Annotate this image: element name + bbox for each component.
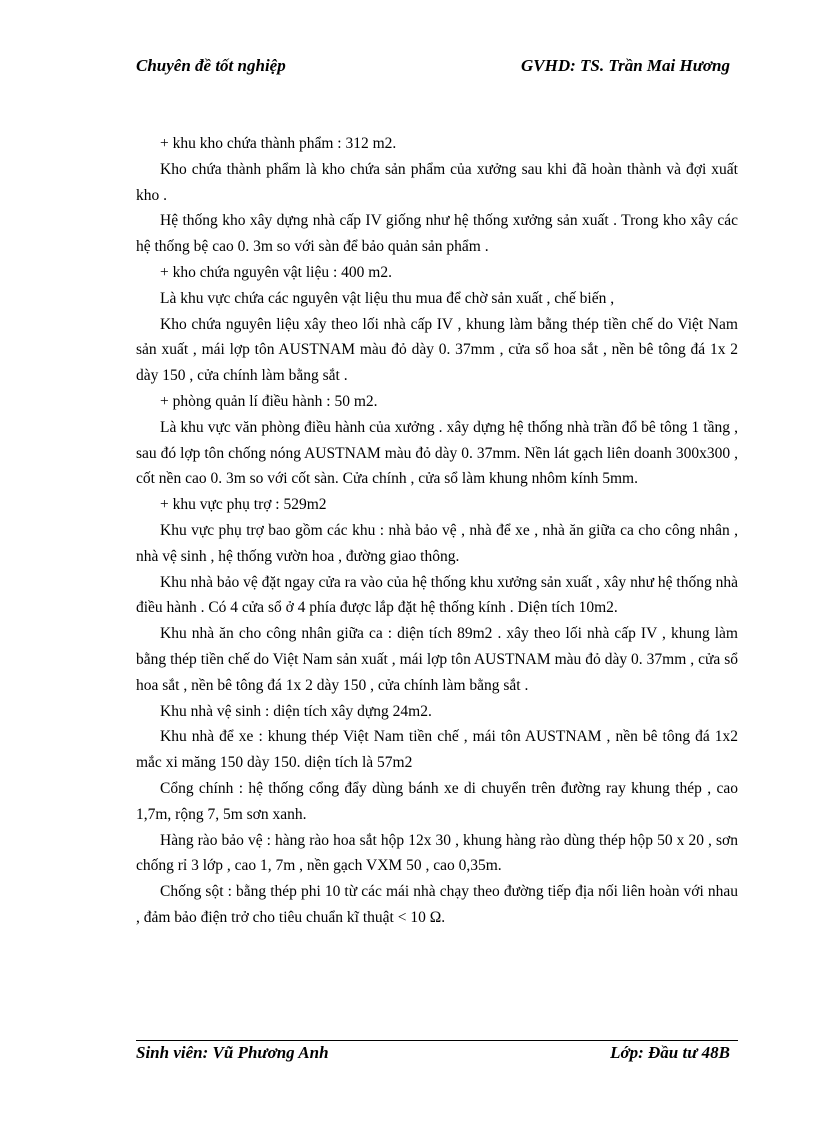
paragraph: Kho chứa nguyên liệu xây theo lối nhà cấp IV , khung làm bằng thép tiền chế do Việt Nam sản xuất , mái lợp tôn AUSTNAM màu đỏ dày 0. 37mm , cửa sổ hoa sắt , nền bê tông đá 1x 2 dày 150 , cửa chính làm bằng sắt .: [136, 315, 738, 385]
paragraph: Chống sột : bằng thép phi 10 từ các mái nhà chạy theo đường tiếp địa nối liên hoàn với nhau , đảm bảo điện trở cho tiêu chuẩn kĩ thuật < 10 Ω.: [136, 883, 738, 926]
footer-class: Lớp: Đầu tư 48B: [610, 1043, 730, 1062]
document-body: [136, 131, 738, 931]
paragraph: + phòng quản lí điều hành : 50 m2.: [160, 392, 378, 410]
paragraph: Là khu vực văn phòng điều hành của xưởng . xây dựng hệ thống nhà trần đổ bê tông 1 tầng , sau đó lợp tôn chống nóng AUSTNAM màu đỏ dày 0. 37mm. Nền lát gạch liên doanh 300x300 , cốt nền cao 0. 3m so với cốt sàn. Cửa chính , cửa sổ làm khung nhôm kính 5mm.: [136, 418, 738, 488]
paragraph: Khu nhà vệ sinh : diện tích xây dựng 24m2.: [160, 702, 432, 720]
paragraph: Hàng rào bảo vệ : hàng rào hoa sắt hộp 12x 30 , khung hàng rào dùng thép hộp 50 x 20 , sơn chống rỉ 3 lớp , cao 1, 7m , nền gạch VXM 50 , cao 0,35m.: [136, 831, 738, 875]
paragraph: Khu vực phụ trợ bao gồm các khu : nhà bảo vệ , nhà để xe , nhà ăn giữa ca cho công nhân , nhà vệ sinh , hệ thống vườn hoa , đường giao thông.: [136, 521, 738, 565]
paragraph: Khu nhà để xe : khung thép Việt Nam tiền chế , mái tôn AUSTNAM , nền bê tông đá 1x2 mắc xi măng 150 dày 150. diện tích là 57m2: [136, 728, 738, 772]
paragraph: + khu vực phụ trợ : 529m2: [160, 496, 327, 514]
footer-divider: [136, 1040, 738, 1041]
header-course-title: Chuyên đề tốt nghiệp: [136, 56, 286, 75]
paragraph: Khu nhà bảo vệ đặt ngay cửa ra vào của hệ thống khu xưởng sản xuất , xây như hệ thống nhà điều hành . Có 4 cửa sổ ở 4 phía được lắp đặt hệ thống kính . Diện tích 10m2.: [136, 573, 738, 617]
paragraph: + kho chứa nguyên vật liệu : 400 m2.: [160, 263, 392, 281]
paragraph: Kho chứa thành phẩm là kho chứa sản phẩm của xưởng sau khi đã hoàn thành và đợi xuất kho .: [136, 160, 738, 204]
paragraph: Khu nhà ăn cho công nhân giữa ca : diện tích 89m2 . xây theo lối nhà cấp IV , khung làm bằng thép tiền chế do Việt Nam sản xuất , mái lợp tôn AUSTNAM màu đỏ dày 0. 37mm , cửa sổ hoa sắt , nền bê tông đá 1x 2 dày 150 , cửa chính làm bằng sắt .: [136, 625, 738, 694]
page-footer: [136, 1043, 730, 1063]
paragraph: Hệ thống kho xây dựng nhà cấp IV giống như hệ thống xưởng sản xuất . Trong kho xây các hệ thống bệ cao 0. 3m so với sàn để bảo quản sản phẩm .: [136, 212, 738, 256]
paragraph: Là khu vực chứa các nguyên vật liệu thu mua để chờ sản xuất , chế biến ,: [160, 289, 615, 307]
page-header: [136, 56, 730, 76]
footer-student: Sinh viên: Vũ Phương Anh: [136, 1043, 329, 1062]
header-supervisor: GVHD: TS. Trần Mai Hương: [520, 56, 730, 75]
paragraph: + khu kho chứa thành phẩm : 312 m2.: [160, 135, 397, 152]
paragraph: Cổng chính : hệ thống cổng đẩy dùng bánh xe di chuyển trên đường ray khung thép , cao 1,7m, rộng 7, 5m sơn xanh.: [136, 779, 738, 823]
